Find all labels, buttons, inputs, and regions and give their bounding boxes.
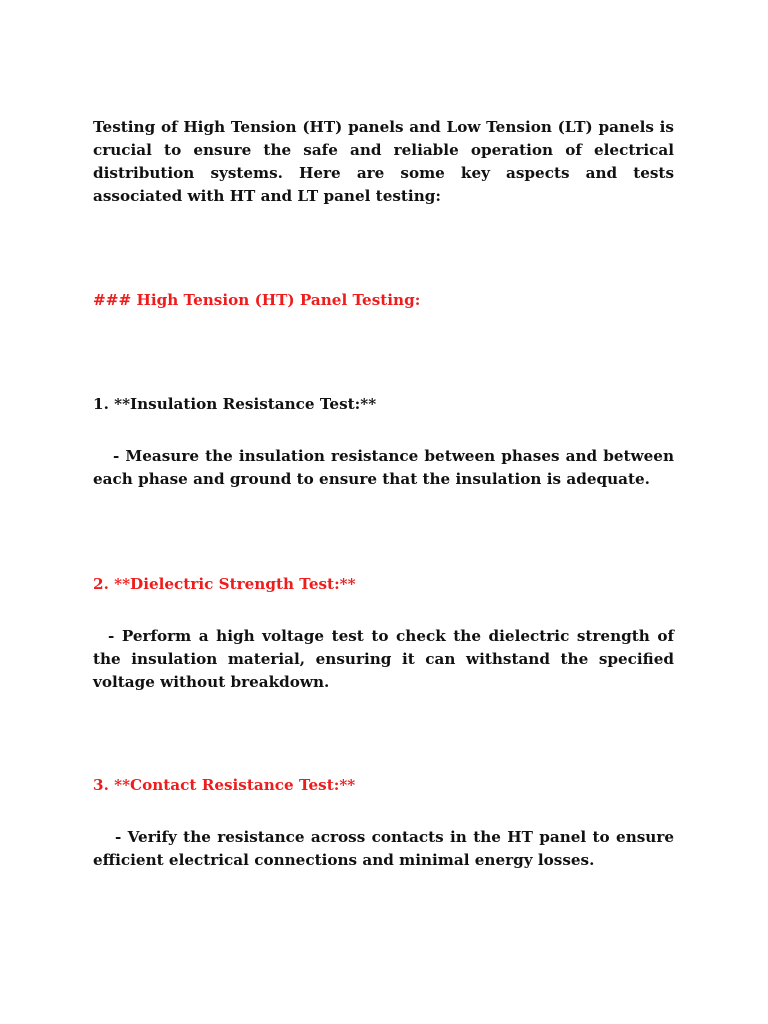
item-body-dielectric: - Perform a high voltage test to check the dielectric strength of the insulation material, ensuring it can withstand the specified voltage without breakdown.	[93, 627, 674, 691]
item-heading-dielectric: 2. **Dielectric Strength Test:**	[93, 575, 356, 593]
section-heading: ### High Tension (HT) Panel Testing:	[93, 291, 421, 309]
item-body-contact: - Verify the resistance across contacts in the HT panel to ensure efficient electrical connections and minimal energy losses.	[93, 828, 674, 869]
item-heading-insulation: 1. **Insulation Resistance Test:**	[93, 395, 377, 413]
item-heading-contact: 3. **Contact Resistance Test:**	[93, 776, 356, 794]
item-body-insulation: - Measure the insulation resistance between phases and between each phase and ground to ensure that the insulation is adequate.	[93, 447, 674, 488]
intro-paragraph: Testing of High Tension (HT) panels and Low Tension (LT) panels is crucial to ensure the safe and reliable operation of electrical distribution systems. Here are some key aspects and tests associated with HT and LT panel testing:	[93, 118, 674, 205]
